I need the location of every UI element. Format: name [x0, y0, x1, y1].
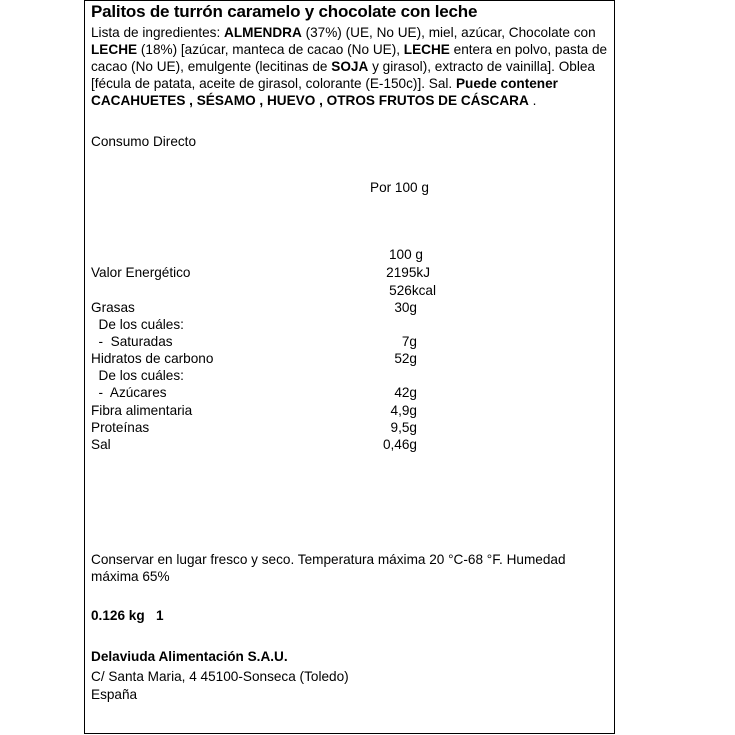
nutrient-value: 0,46g	[382, 437, 417, 452]
nutrient-value: 2195kJ	[386, 265, 430, 280]
net-weight: 0.126 kg 1	[91, 608, 164, 623]
nutrient-value: 526kcal	[389, 283, 436, 298]
nutrient-value: 30g	[394, 300, 417, 315]
company-name: Delaviuda Alimentación S.A.U.	[91, 649, 288, 664]
nutrient-value: 7g	[401, 334, 417, 349]
nutrient-value: 4,9g	[390, 403, 417, 418]
nutrient-label: - Azúcares	[91, 385, 167, 400]
nutrient-label: Grasas	[91, 300, 135, 315]
product-title: Palitos de turrón caramelo y chocolate con leche	[91, 2, 478, 21]
company-country: España	[91, 687, 138, 702]
nutrient-label: - Saturadas	[91, 334, 173, 349]
nutrient-value: 42g	[394, 385, 417, 400]
nutrient-value: 52g	[394, 351, 417, 366]
nutrient-label: Sal	[91, 437, 111, 452]
nutrient-label: Fibra alimentaria	[91, 403, 193, 418]
nutrient-label: Hidratos de carbono	[91, 351, 214, 366]
nutrient-label: De los cuáles:	[91, 368, 184, 383]
company-address: C/ Santa Maria, 4 45100-Sonseca (Toledo)	[91, 669, 349, 684]
ingredients-text: Lista de ingredientes: ALMENDRA (37%) (UE, No UE), miel, azúcar, Chocolate con LECHE (18%) [azúcar, manteca de cacao (No UE), LECHE entera en polvo, pasta de cacao (No UE), emulgente (lecitinas de SOJA y girasol), extracto de vainilla]. Oblea [fécula de patata, aceite de girasol, colorante (E-150c)]. Sal. Puede contener CACAHUETES , SÉSAMO , HUEVO , OTROS FRUTOS DE CÁSCARA .	[91, 25, 608, 108]
consumption-note: Consumo Directo	[91, 134, 197, 149]
nutrient-label: Proteínas	[91, 420, 150, 435]
nutrient-value: 9,5g	[390, 420, 417, 435]
storage-line-2: máxima 65%	[91, 569, 170, 584]
nutrient-label: Valor Energético	[91, 265, 191, 280]
nutrition-per-header: Por 100 g	[370, 180, 429, 195]
nutrient-label: De los cuáles:	[91, 317, 184, 332]
storage-line-1: Conservar en lugar fresco y seco. Temperatura máxima 20 °C-68 °F. Humedad	[91, 552, 566, 567]
nutrition-column-header: 100 g	[388, 247, 423, 262]
